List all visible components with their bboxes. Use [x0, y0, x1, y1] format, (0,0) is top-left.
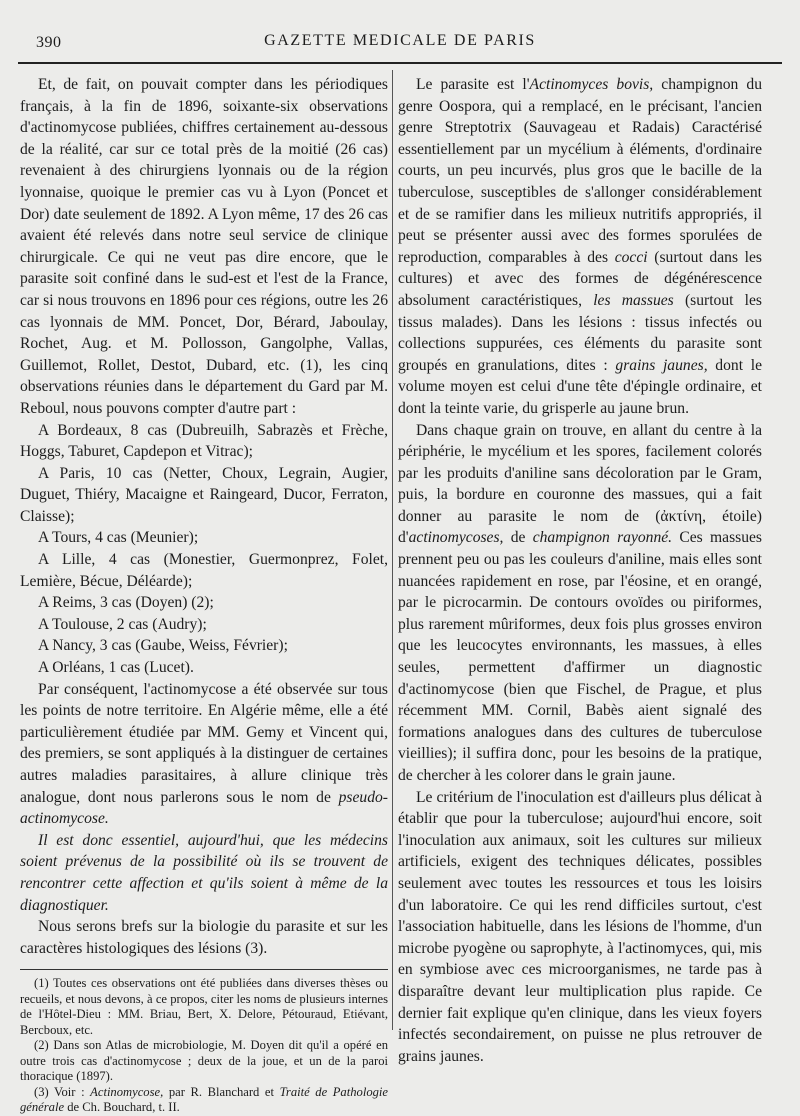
city-item: A Lille, 4 cas (Monestier, Guermonprez, Folet, Lemière, Bécue, Déléarde);: [20, 551, 388, 590]
footnote-rule: [20, 969, 388, 970]
text-run: Le parasite est l': [416, 76, 530, 93]
text-run: de Ch. Bouchard, t. II.: [64, 1100, 180, 1115]
city-item: A Paris, 10 cas (Netter, Choux, Legrain, Augier, Duguet, Thiéry, Macaigne et Raingeard, Ducor, Ferraton, Claisse);: [20, 464, 388, 525]
city-item: A Bordeaux, 8 cas (Dubreuilh, Sabrazès et Frèche, Hoggs, Taburet, Capdepon et Vitrac);: [20, 421, 388, 461]
italic-term: grains jaunes,: [615, 356, 708, 374]
city-item: A Orléans, 1 cas (Lucet).: [38, 659, 194, 677]
city-item: A Toulouse, 2 cas (Audry);: [38, 615, 207, 633]
text-run: (surtout les tissus malades). Dans les lésions : tissus infectés ou collections suppurées, ces éléments du parasite sont groupés en granulations, dites :: [398, 291, 763, 374]
text-run: (3) Voir :: [34, 1084, 91, 1099]
journal-title: GAZETTE MEDICALE DE PARIS: [264, 32, 536, 49]
footnote: [20, 1085, 388, 1116]
right-column: [398, 74, 762, 1067]
text-run: Dans chaque grain on trouve, en allant du centre à la périphérie, le mycélium et les spores, facilement colorés par les produits d'aniline sans décoloration par le Gram, puis, la bordure en couronne des massues, qui a fait donner au parasite le nom de (ἀκτίνη, étoile) d': [398, 421, 762, 547]
text-run: par R. Blanchard et: [163, 1084, 280, 1099]
italic-term: les massues: [593, 291, 674, 309]
footnote: (1) Toutes ces observations ont été publiées dans diverses thèses ou recueils, et nous devons, à ce propos, citer les noms de plusieurs internes de l'Hôtel-Dieu : MM. Briau, Bert, X. Delore, Pétouraud, Etiévant, Bercboux, etc.: [20, 976, 388, 1037]
paragraph: Nous serons brefs sur la biologie du parasite et sur les caractères histologiques des lésions (3).: [20, 918, 388, 957]
italic-term: cocci: [614, 248, 648, 266]
paragraph: [398, 420, 762, 787]
italic-title: Traité de Pathologie générale: [20, 1084, 389, 1115]
paragraph: Le critérium de l'inoculation est d'ailleurs plus délicat à établir que pour la tuberculose; aujourd'hui encore, soit l'inoculation aux animaux, soit les cultures sur milieux artificiels, exigent des techniques délicates, possibles seulement avec toutes les ressources et tous les loisirs d'un laboratoire. Ce qui les rend difficiles surtout, c'est l'association habituelle, dans les lésions de l'homme, d'un microbe pyogène ou saprophyte, à l'actinomyces, qui, mis en symbiose avec ces microorganismes, ne tarde pas à disparaître devant leur multiplication plus rapide. Ce dernier fait explique qu'en clinique, dans les vieux foyers infectés secondairement, on puisse ne plus retrouver de grains jaunes.: [398, 788, 762, 1065]
footnotes: [20, 976, 388, 1116]
running-header: [0, 28, 800, 58]
left-column: [20, 74, 388, 1116]
text-run: Ces massues prennent peu ou pas les couleurs d'aniline, mais elles sont nuancées rapidement en rose, par l'éosine, et en orangé, par le picrocarmin. De contours ovoïdes ou piriformes, plus rarement mûriformes, deux fois plus grosses environ que les leucocytes environnants, les massues, à elles seules, permettent d'affirmer un diagnostic d'actinomycose (bien que Fischel, de Prague, et plus récemment MM. Cornil, Babès aient signalé des formations analogues dans des cultures de tuberculose vieillies); il suffira donc, pour les besoins de la pratique, de chercher à les colorer dans le grain jaune.: [398, 529, 762, 784]
column-separator: [392, 70, 393, 1030]
text-run: dont le volume moyen est celui d'une tête d'épingle ordinaire, et dont la teinte varie, du grisperle au jaune brun.: [398, 356, 762, 417]
italic-term: Actinomyces bovis,: [529, 76, 654, 93]
page-number: 390: [36, 34, 62, 51]
paragraph: [20, 679, 388, 830]
paragraph: Et, de fait, on pouvait compter dans les périodiques français, à la fin de 1896, soixante-six observations d'actinomycose publiées, chiffres certainement au-dessous de la réalité, car sur ce total près de la moitié (26 cas) revenaient à des chirurgiens lyonnais ou de la région lyonnaise, quoique le premier cas vu à Lyon (Poncet et Dor) date seulement de 1892. A Lyon même, 17 des 26 cas avaient été relevés dans notre seul service de clinique chirurgicale. Ce qui ne veut pas dire encore, que le parasite soit confiné dans le sud-est et l'est de la France, car si nous trouvons en 1896 pour ces régions, outre les 26 cas lyonnais de MM. Poncet, Dor, Bérard, Jaboulay, Rochet, Aug. et M. Pollosson, Gangolphe, Vallas, Guillemot, Rollet, Destot, Dubard, etc. (1), les cinq observations réunies dans le département du Gard par M. Reboul, nous pouvons compter d'autre part :: [20, 76, 388, 417]
text-run: Par conséquent, l'actinomycose a été observée sur tous les points de notre territoire. En Algérie même, elle a été particulièrement étudiée par MM. Gemy et Vincent qui, des premiers, se sont appliqués à la distinguer de certaines autres maladies parasitaires, à allure clinique très analogue, dont nous parlerons sous le nom de: [20, 680, 388, 806]
text-run: de: [503, 529, 533, 547]
header-rule: [18, 62, 782, 64]
italic-title: Actinomycose,: [90, 1084, 164, 1099]
italic-term: pseudo-actinomycose.: [20, 788, 388, 828]
city-item: A Tours, 4 cas (Meunier);: [38, 529, 199, 547]
text-run: (surtout dans les cultures) et avec des formes de dégénérescence absolument caractéristiques,: [398, 248, 762, 309]
italic-paragraph: Il est donc essentiel, aujourd'hui, que les médecins soient prévenus de la possibilité où ils se trouvent de rencontrer cette affection et qu'ils soient à même de la diagnostiquer.: [20, 831, 388, 914]
paragraph: [398, 74, 762, 420]
city-item: A Nancy, 3 cas (Gaube, Weiss, Février);: [38, 637, 288, 655]
city-item: A Reims, 3 cas (Doyen) (2);: [38, 594, 214, 612]
footnote: (2) Dans son Atlas de microbiologie, M. Doyen dit qu'il a opéré en outre trois cas d'actinomycose ; deux de la joue, et un de la paroi thoracique (1897).: [20, 1038, 388, 1084]
italic-term: champignon rayonné.: [532, 529, 673, 547]
text-run: champignon du genre Oospora, qui a remplacé, en le précisant, l'ancien genre Streptotrix (Sauvageau et Radais) Caractérisé essentiellement par un mycélium à éléments, d'ordinaire courts, un peu incurvés, plus gros que le bacille de la tuberculose, susceptibles de s'allonger considérablement et de se ramifier dans les milieux nutritifs appropriés, il peut se présenter aussi avec des formes sporulées de reproduction, comparables à des: [398, 76, 762, 266]
italic-term: actinomycoses,: [408, 529, 504, 547]
